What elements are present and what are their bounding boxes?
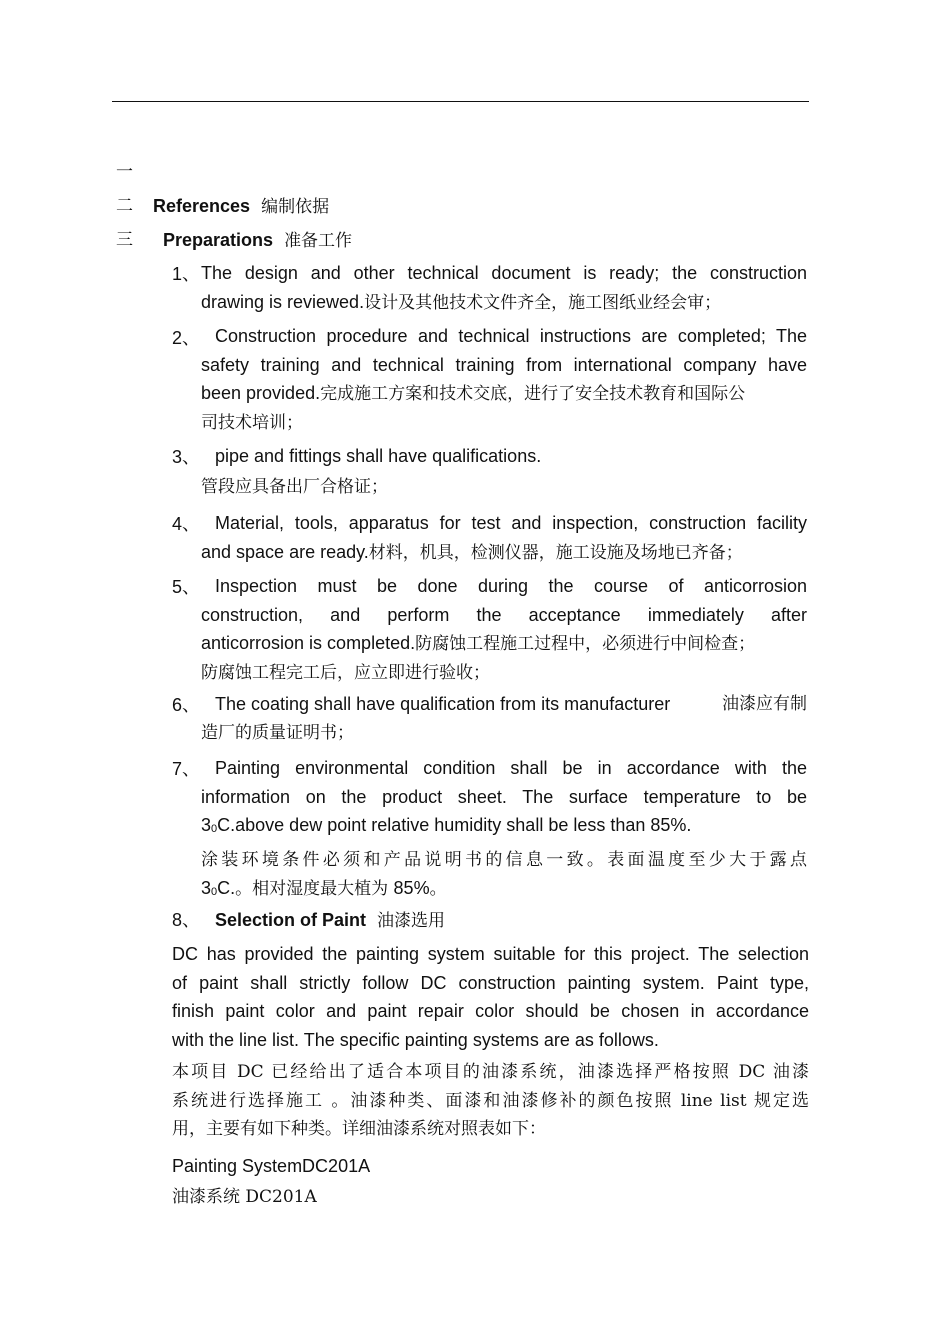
item-7-line-4: 涂装环境条件必须和产品说明书的信息一致。表面温度至少大于露点	[201, 849, 807, 870]
item-3-line-2: 管段应具备出厂合格证；	[201, 476, 388, 497]
item-7-text	[201, 754, 807, 907]
selection-paragraph-en	[172, 940, 809, 1054]
item-4-text	[201, 509, 807, 567]
item-7-line-3	[201, 811, 807, 844]
section-2-title-en: References	[153, 196, 251, 216]
item-7-line-5-d: 。	[429, 879, 447, 899]
item-7-line-2: information on the product sheet. The surface temperature to be	[201, 786, 807, 807]
section-2-title-cn: 编制依据	[261, 197, 330, 217]
item-7-line-5-cn: 。相对湿度最大植为	[235, 879, 394, 899]
item-2-line-1: Construction procedure and technical instructions are completed; The	[215, 326, 807, 346]
item-7-number: 7、	[172, 759, 201, 779]
item-1-text	[201, 259, 807, 317]
item-3-text	[201, 442, 807, 501]
item-6-number: 6、	[172, 695, 201, 715]
item-4-number: 4、	[172, 514, 201, 534]
section-3-title-en: Preparations	[163, 230, 274, 250]
item-6-line-1-en: The coating shall have qualification from its manufacturer	[215, 694, 671, 714]
item-7-line-5-degree: 0	[211, 886, 218, 898]
item-1-line-2-cn: 设计及其他技术文件齐全，施工图纸业经会审；	[364, 292, 722, 313]
selection-en-line-1: DC has provided the painting system suitable for this project. The selection	[172, 944, 809, 964]
painting-system-cn: 油漆系统 DC201A	[172, 1187, 317, 1207]
item-1-number: 1、	[172, 264, 201, 284]
item-8-heading	[215, 910, 445, 931]
item-5-line-2: construction, and perform the acceptance immediately after	[201, 604, 807, 625]
item-7-line-5-b: C.	[217, 878, 236, 898]
item-5-number: 5、	[172, 577, 201, 597]
item-5-line-4: 防腐蚀工程完工后，应立即进行验收；	[201, 662, 490, 683]
item-5-line-1: Inspection must be done during the course of anticorrosion	[215, 576, 807, 596]
item-4-line-2	[201, 538, 807, 568]
painting-system-en: Painting SystemDC201A	[172, 1156, 371, 1176]
selection-en-line-3: finish paint color and paint repair color should be chosen in accordance	[172, 1001, 809, 1021]
section-2-heading	[153, 196, 329, 217]
item-6-line-1-cn: 油漆应有制	[722, 694, 807, 714]
item-7-line-5	[201, 874, 807, 907]
item-4-line-2-en: and space are ready.	[201, 541, 369, 562]
item-7-line-3-b: C.above dew point relative humidity shall be less than 85%.	[217, 815, 692, 835]
section-3-marker: 三	[116, 230, 133, 250]
item-2-text	[201, 322, 807, 437]
item-6-line-1	[201, 690, 807, 719]
section-3-title-cn: 准备工作	[284, 231, 353, 251]
item-5-text	[201, 572, 807, 687]
item-5-line-3-en: anticorrosion is completed.	[201, 633, 416, 653]
header-rule	[112, 101, 809, 102]
item-2-line-2: safety training and technical training from international company have	[201, 354, 807, 375]
section-2-marker: 二	[116, 196, 133, 216]
item-4-line-2-cn: 材料，机具，检测仪器，施工设施及场地已齐备；	[368, 542, 743, 563]
item-2-line-3-cn: 完成施工方案和技术交底，进行了安全技术教育和国际公	[320, 384, 746, 404]
item-3-number: 3、	[172, 447, 201, 467]
item-1-line-2	[201, 288, 807, 318]
item-3-line-1: pipe and fittings shall have qualifications.	[215, 446, 542, 466]
section-1-marker: 一	[116, 162, 133, 182]
selection-en-line-4: with the line list. The specific painting systems are as follows.	[172, 1029, 659, 1050]
item-6-text	[201, 690, 807, 747]
item-8-title-cn: 油漆选用	[377, 911, 446, 931]
item-5-line-3-cn: 防腐蚀工程施工过程中，必须进行中间检查；	[415, 634, 756, 654]
item-7-line-1: Painting environmental condition shall be in accordance with the	[215, 758, 807, 778]
item-4-line-1: Material, tools, apparatus for test and inspection, construction facility	[215, 513, 807, 533]
selection-paragraph-cn	[172, 1058, 809, 1144]
item-2-line-3	[201, 379, 807, 409]
item-1-line-1: The design and other technical document is ready; the construction	[201, 263, 807, 283]
selection-en-line-2: of paint shall strictly follow DC construction painting system. Paint type,	[172, 972, 809, 993]
item-6-line-2: 造厂的质量证明书；	[201, 722, 354, 743]
item-5-line-3	[201, 629, 807, 659]
item-2-number: 2、	[172, 328, 201, 348]
selection-cn-line-1: 本项目 DC 已经给出了适合本项目的油漆系统，油漆选择严格按照 DC 油漆	[172, 1062, 809, 1082]
item-2-line-4: 司技术培训；	[201, 412, 303, 433]
item-7-line-5-a: 3	[201, 878, 212, 898]
selection-cn-line-2: 系统进行选择施工 。油漆种类、面漆和油漆修补的颜色按照 line list 规定选	[172, 1090, 809, 1111]
item-8-number: 8、	[172, 910, 201, 930]
section-3-heading	[163, 230, 352, 251]
item-7-line-3-a: 3	[201, 815, 212, 835]
item-1-line-2-en: drawing is reviewed.	[201, 291, 365, 312]
item-8-title-en: Selection of Paint	[215, 910, 367, 930]
item-2-line-3-en: been provided.	[201, 383, 321, 403]
selection-cn-line-3: 用，主要有如下种类。详细油漆系统对照表如下：	[172, 1119, 546, 1139]
item-7-line-5-c: 85%	[393, 878, 430, 898]
item-7-line-3-degree: 0	[211, 823, 218, 835]
